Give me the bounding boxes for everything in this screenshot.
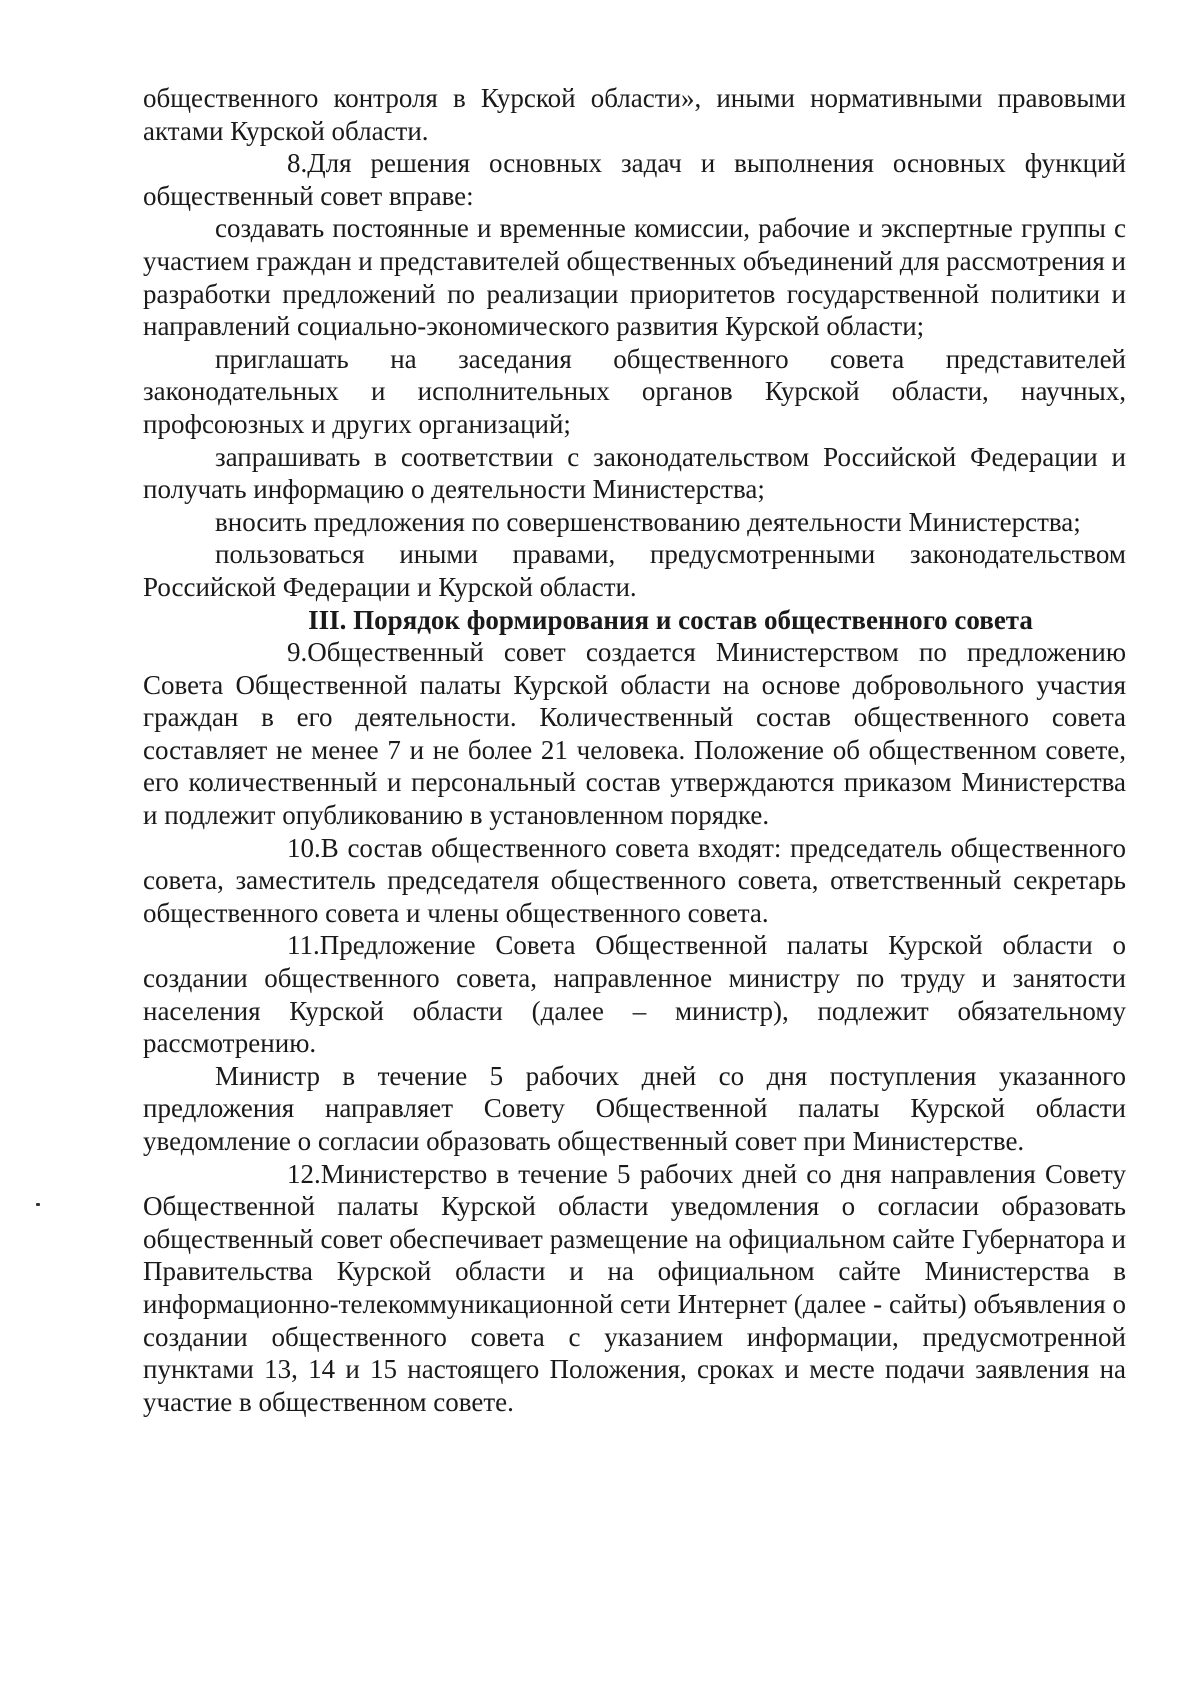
right-item-1: создавать постоянные и временные комиссии, рабочие и экспертные группы с участием граждан и представителей общественных объединений для рассмотрения и разработки предложений по реализации приоритетов государственной политики и направлений социально-экономического развития Курской области; (143, 213, 1126, 342)
clause-8-text: Для решения основных задач и выполнения основных функций общественный совет вправе: (143, 148, 1126, 211)
clause-11-number: 11. (287, 930, 320, 961)
section-heading: III. Порядок формирования и состав общественного совета (308, 604, 1033, 635)
clause-11 (143, 929, 1126, 1059)
document-body (143, 82, 1126, 1418)
right-item-4: вносить предложения по совершенствованию деятельности Министерства; (215, 506, 1081, 537)
clause-10 (143, 832, 1126, 930)
clause-10-number: 10. (287, 832, 321, 863)
clause-8 (143, 147, 1126, 212)
right-item-2: приглашать на заседания общественного совета представителей законодательных и исполнительных органов Курской области, научных, профсоюзных и других организаций; (143, 343, 1126, 439)
clause-9-text: Общественный совет создается Министерством по предложению Совета Общественной палаты Курской области на основе добровольного участия граждан в его деятельности. Количественный состав общественного совета составляет не менее 7 и не более 21 человека. Положение об общественном совете, его количественный и персональный состав утверждаются приказом Министерства и подлежит опубликованию в установленном порядке. (143, 637, 1126, 831)
clause-9 (143, 636, 1126, 832)
clause-11-continuation: Министр в течение 5 рабочих дней со дня поступления указанного предложения направляет Совету Общественной палаты Курской области уведомление о согласии образовать общественный совет при Министерстве. (143, 1060, 1126, 1156)
clause-12 (143, 1158, 1126, 1419)
clause-12-number: 12. (287, 1158, 321, 1189)
intro-paragraph: общественного контроля в Курской области», иными нормативными правовыми актами Курской области. (143, 83, 1126, 146)
clause-12-text: Министерство в течение 5 рабочих дней со дня направления Совету Общественной палаты Курской области уведомления о согласии образовать общественный совет обеспечивает размещение на официальном сайте Губернатора и Правительства Курской области и на официальном сайте Министерства в информационно-телекоммуникационной сети Интернет (далее - сайты) объявления о создании общественного совета с указанием информации, предусмотренной пунктами 13, 14 и 15 настоящего Положения, сроках и месте подачи заявления на участие в общественном совете. (143, 1158, 1126, 1417)
scan-speck (36, 1203, 40, 1206)
clause-8-number: 8. (287, 148, 308, 179)
clause-11-text: Предложение Совета Общественной палаты Курской области о создании общественного совета, направленное министру по труду и занятости населения Курской области (далее – министр), подлежит обязательному рассмотрению. (143, 930, 1126, 1059)
right-item-5: пользоваться иными правами, предусмотренными законодательством Российской Федерации и Курской области. (143, 539, 1126, 602)
clause-9-number: 9. (287, 637, 308, 668)
right-item-3: запрашивать в соответствии с законодательством Российской Федерации и получать информацию о деятельности Министерства; (143, 441, 1126, 505)
clause-10-text: В состав общественного совета входят: председатель общественного совета, заместитель председателя общественного совета, ответственный секретарь общественного совета и члены общественного совета. (143, 832, 1126, 928)
